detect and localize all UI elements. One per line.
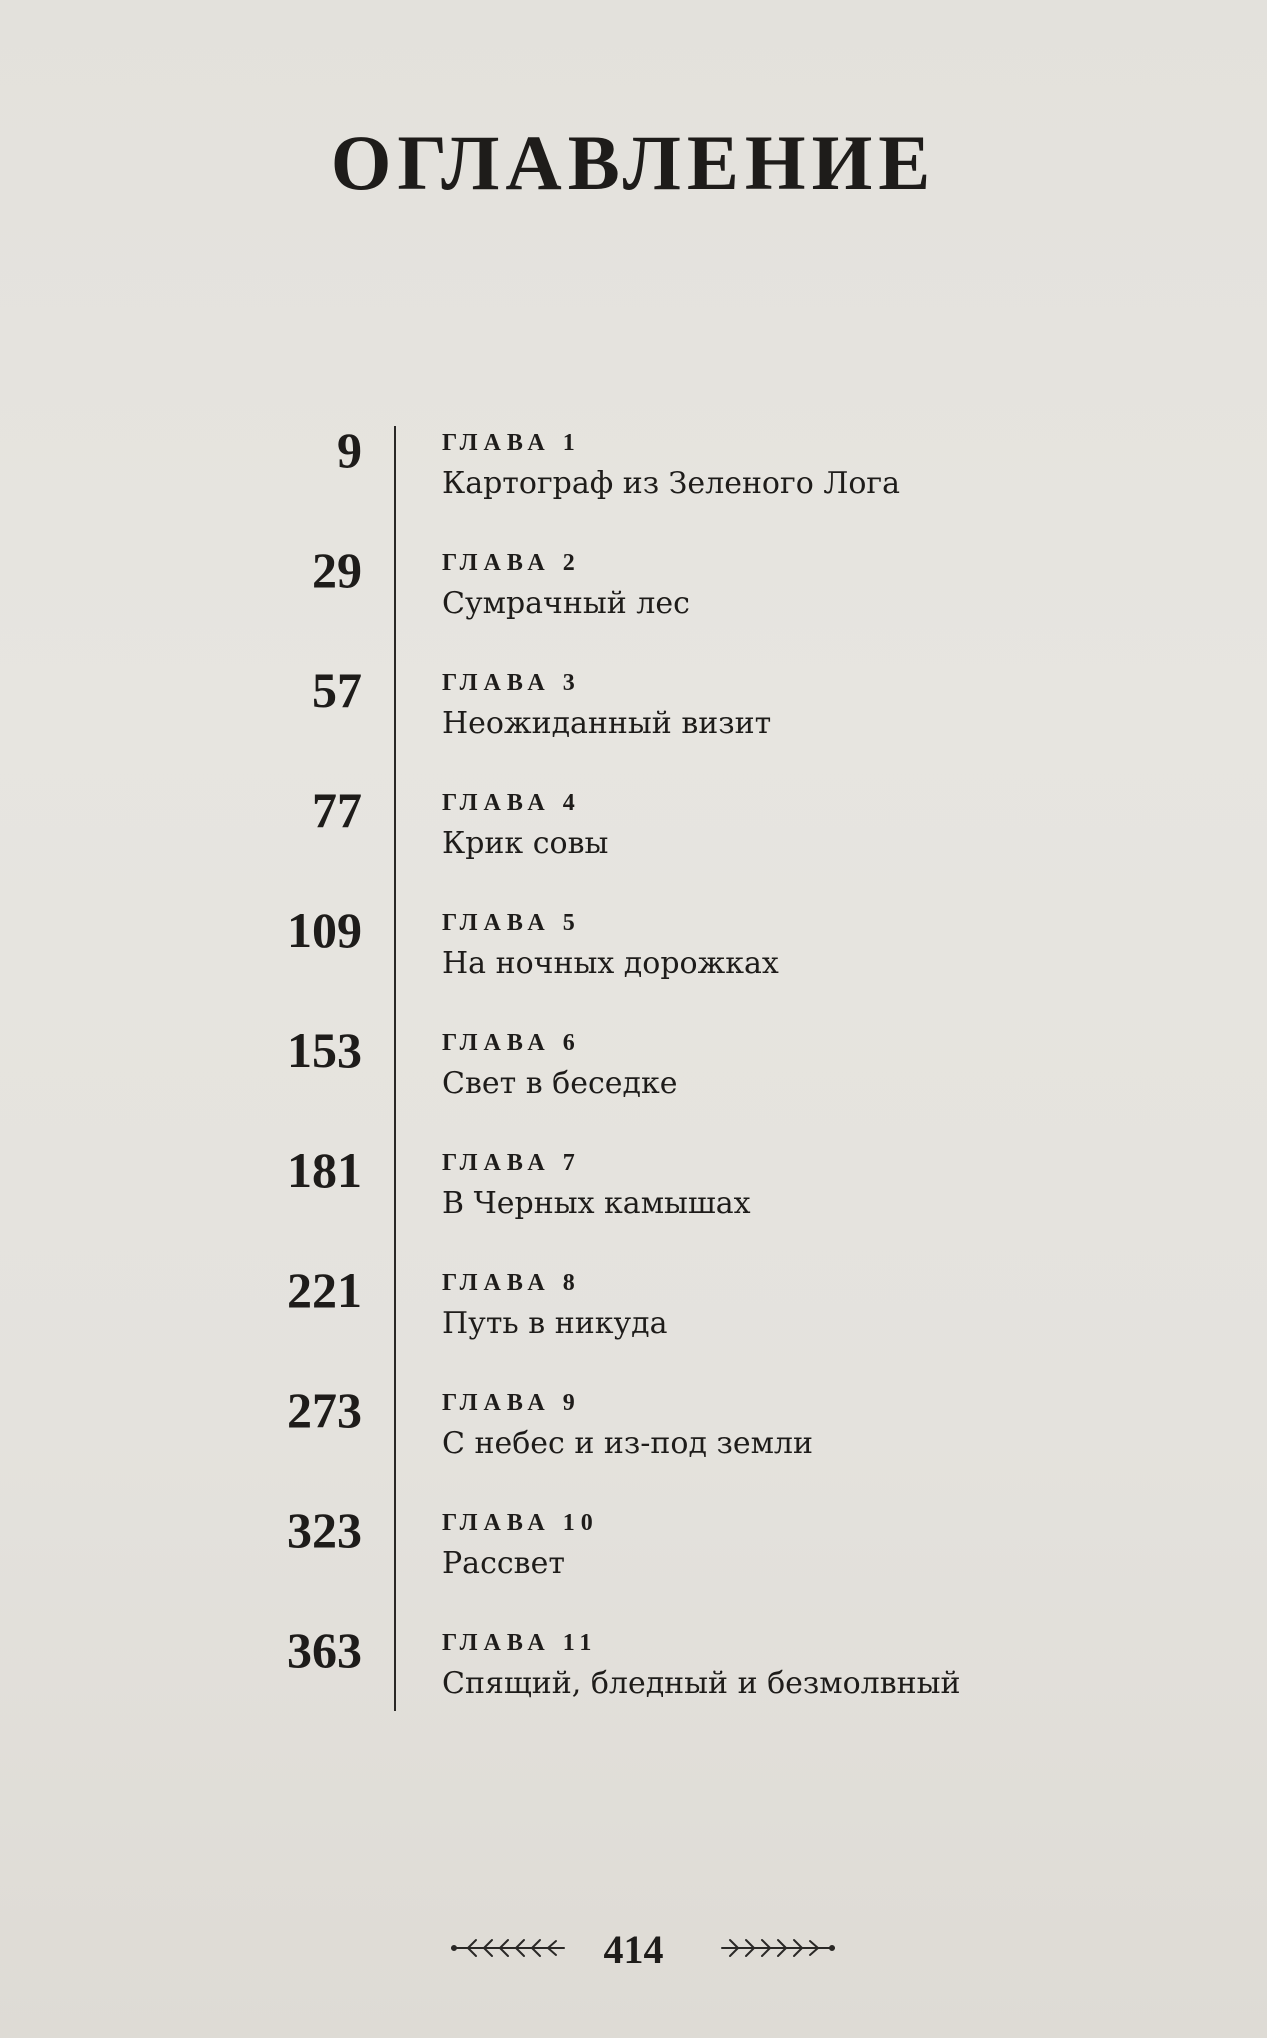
toc-page-number: 221 bbox=[287, 1262, 362, 1318]
toc-chapter-title: С небес и из-под земли bbox=[442, 1426, 813, 1461]
toc-chapter-title: Путь в никуда bbox=[442, 1306, 668, 1341]
toc-page-number: 29 bbox=[312, 542, 362, 598]
toc-page-number: 323 bbox=[287, 1502, 362, 1558]
toc-entry bbox=[0, 1020, 1267, 1140]
toc-page-number: 109 bbox=[287, 902, 362, 958]
toc-page-number: 363 bbox=[287, 1622, 362, 1678]
toc-entry bbox=[0, 1260, 1267, 1380]
toc-chapter-title: Крик совы bbox=[442, 826, 609, 861]
toc-entry bbox=[0, 1620, 1267, 1740]
toc-entry bbox=[0, 660, 1267, 780]
toc-chapter-title: На ночных дорожках bbox=[442, 946, 779, 981]
toc-page-number: 57 bbox=[312, 662, 362, 718]
toc-chapter-title: Неожиданный визит bbox=[442, 706, 772, 741]
toc-page-number: 273 bbox=[287, 1382, 362, 1438]
toc-page-number: 9 bbox=[337, 422, 362, 478]
toc-entry bbox=[0, 1500, 1267, 1620]
toc-chapter-label: ГЛАВА 8 bbox=[442, 1270, 581, 1296]
toc-chapter-label: ГЛАВА 9 bbox=[442, 1390, 581, 1416]
toc-chapter-title: В Черных камышах bbox=[442, 1186, 751, 1221]
toc-page-number: 77 bbox=[312, 782, 362, 838]
toc-chapter-label: ГЛАВА 5 bbox=[442, 910, 581, 936]
fern-ornament-right-icon bbox=[718, 1936, 838, 1960]
toc-chapter-label: ГЛАВА 11 bbox=[442, 1630, 598, 1656]
toc-chapter-title: Картограф из Зеленого Лога bbox=[442, 466, 901, 501]
toc-page-number: 181 bbox=[287, 1142, 362, 1198]
toc-entry bbox=[0, 420, 1267, 540]
toc-chapter-label: ГЛАВА 1 bbox=[442, 430, 581, 456]
toc-chapter-label: ГЛАВА 3 bbox=[442, 670, 581, 696]
toc-chapter-label: ГЛАВА 6 bbox=[442, 1030, 581, 1056]
table-of-contents bbox=[0, 420, 1267, 1730]
toc-chapter-title: Сумрачный лес bbox=[442, 586, 690, 621]
toc-entry bbox=[0, 1140, 1267, 1260]
toc-chapter-title: Рассвет bbox=[442, 1546, 565, 1581]
toc-entry bbox=[0, 900, 1267, 1020]
toc-chapter-label: ГЛАВА 7 bbox=[442, 1150, 581, 1176]
toc-chapter-title: Свет в беседке bbox=[442, 1066, 678, 1101]
toc-chapter-title: Спящий, бледный и безмолвный bbox=[442, 1666, 961, 1701]
toc-entry bbox=[0, 780, 1267, 900]
toc-page-number: 153 bbox=[287, 1022, 362, 1078]
toc-entry bbox=[0, 540, 1267, 660]
toc-entry bbox=[0, 1380, 1267, 1500]
page-title: ОГЛАВЛЕНИЕ bbox=[330, 119, 937, 206]
toc-chapter-label: ГЛАВА 2 bbox=[442, 550, 581, 576]
page-number: 414 bbox=[603, 1927, 664, 1972]
toc-chapter-label: ГЛАВА 4 bbox=[442, 790, 581, 816]
page-footer bbox=[0, 1918, 1267, 1978]
toc-chapter-label: ГЛАВА 10 bbox=[442, 1510, 599, 1536]
